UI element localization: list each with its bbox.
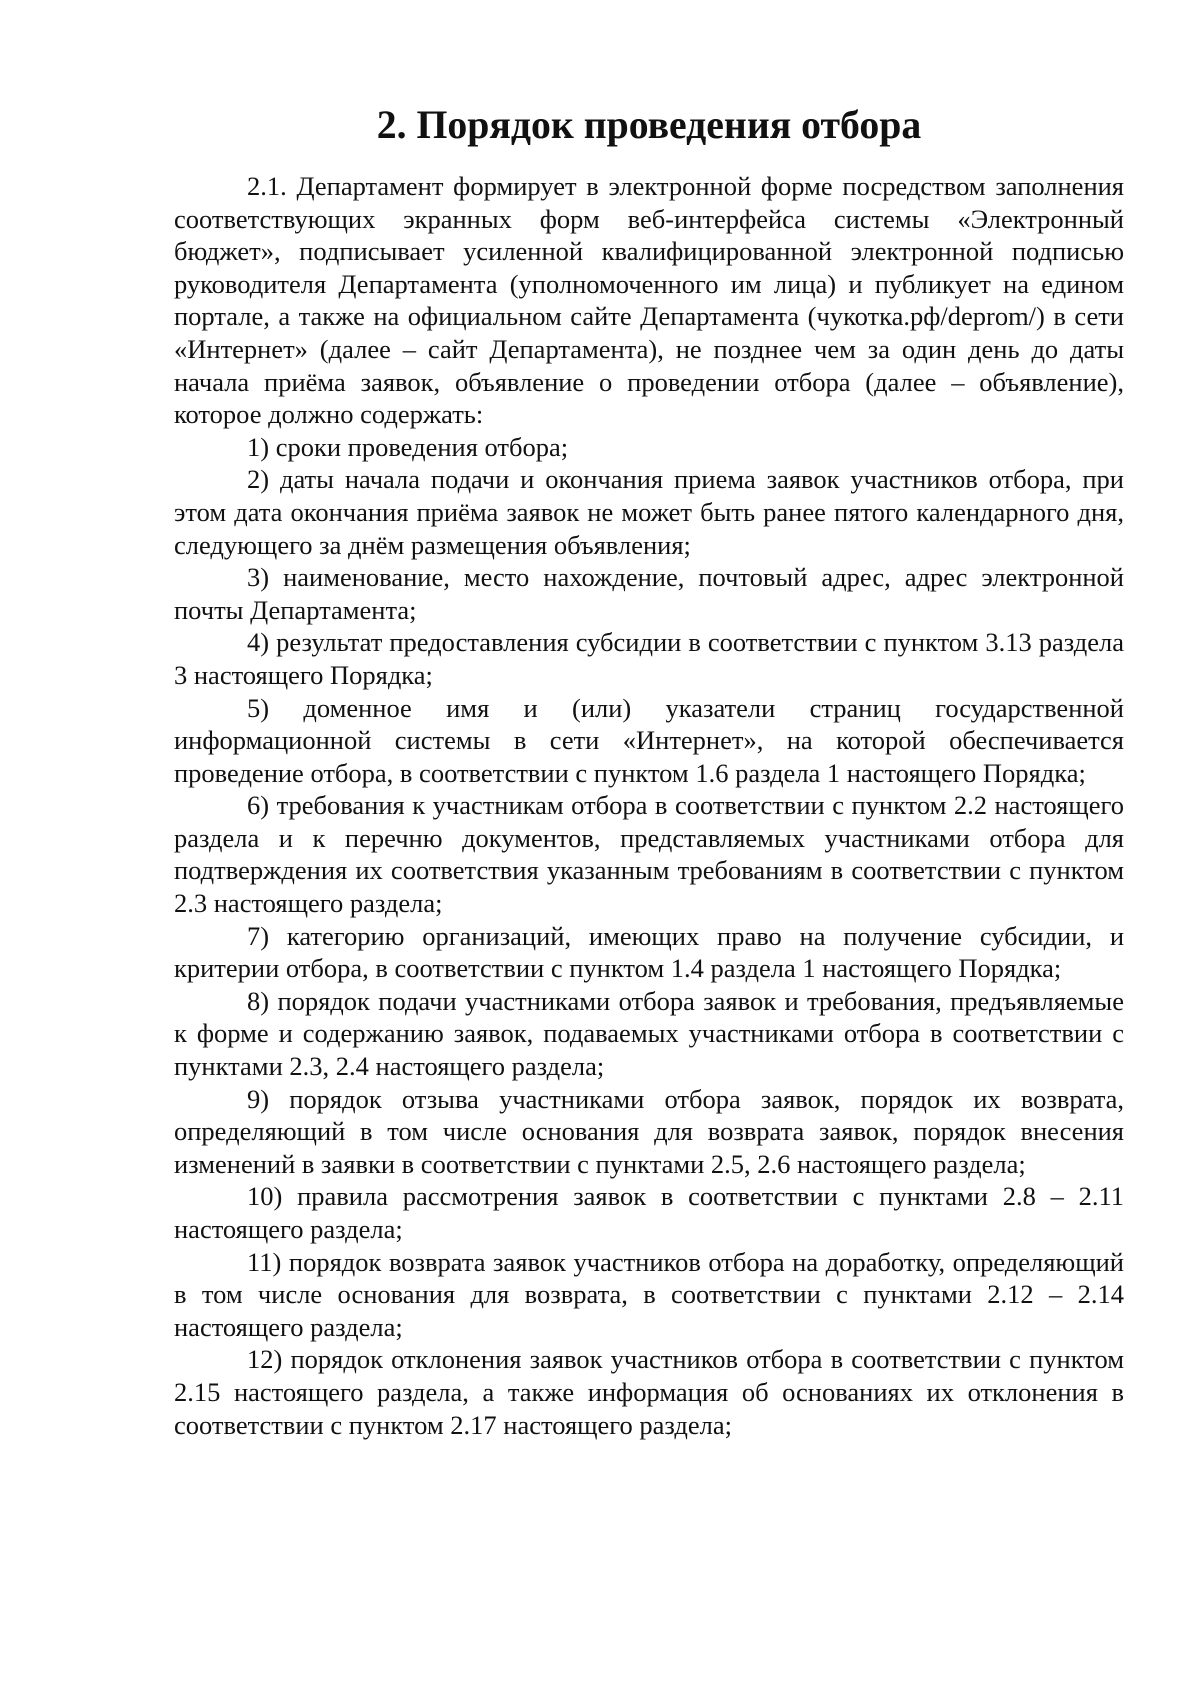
list-item-6: 6) требования к участникам отбора в соответствии с пунктом 2.2 настоящего раздела и к перечню документов, представляемых участниками отбора для подтверждения их соответствия указанным требованиям в соответствии с пунктом 2.3 настоящего раздела; bbox=[174, 790, 1124, 919]
paragraph-2-1: 2.1. Департамент формирует в электронной форме посредством заполнения соответствующих экранных форм веб-интерфейса системы «Электронный бюджет», подписывает усиленной квалифицированной электронной подписью руководителя Департамента (уполномоченного им лица) и публикует на едином портале, а также на официальном сайте Департамента (чукотка.рф/deprom/) в сети «Интернет» (далее – сайт Департамента), не позднее чем за один день до даты начала приёма заявок, объявление о проведении отбора (далее – объявление), которое должно содержать: bbox=[174, 171, 1124, 430]
document-page bbox=[174, 103, 1124, 1441]
list-item-8: 8) порядок подачи участниками отбора заявок и требования, предъявляемые к форме и содержанию заявок, подаваемых участниками отбора в соответствии с пунктами 2.3, 2.4 настоящего раздела; bbox=[174, 985, 1124, 1082]
list-item-12: 12) порядок отклонения заявок участников отбора в соответствии с пунктом 2.15 настоящего раздела, а также информация об основаниях их отклонения в соответствии с пунктом 2.17 настоящего раздела; bbox=[174, 1344, 1124, 1440]
list-item-4: 4) результат предоставления субсидии в соответствии с пунктом 3.13 раздела 3 настоящего Порядка; bbox=[174, 627, 1124, 690]
list-item-11: 11) порядок возврата заявок участников отбора на доработку, определяющий в том числе основания для возврата, в соответствии с пунктами 2.12 – 2.14 настоящего раздела; bbox=[174, 1246, 1124, 1342]
section-heading: 2. Порядок проведения отбора bbox=[376, 103, 922, 147]
list-item-9: 9) порядок отзыва участниками отбора заявок, порядок их возврата, определяющий в том числе основания для возврата заявок, порядок внесения изменений в заявки в соответствии с пунктами 2.5, 2.6 настоящего раздела; bbox=[174, 1083, 1124, 1179]
list-item-5: 5) доменное имя и (или) указатели страниц государственной информационной системы в сети «Интернет», на которой обеспечивается проведение отбора, в соответствии с пунктом 1.6 раздела 1 настоящего Порядка; bbox=[174, 692, 1124, 788]
list-item-1: 1) сроки проведения отбора; bbox=[247, 431, 569, 462]
list-item-3: 3) наименование, место нахождение, почтовый адрес, адрес электронной почты Департамента; bbox=[174, 562, 1124, 625]
list-item-7: 7) категорию организаций, имеющих право на получение субсидии, и критерии отбора, в соответствии с пунктом 1.4 раздела 1 настоящего Порядка; bbox=[174, 920, 1124, 984]
list-item-2: 2) даты начала подачи и окончания приема заявок участников отбора, при этом дата окончания приёма заявок не может быть ранее пятого календарного дня, следующего за днём размещения объявления; bbox=[174, 464, 1124, 560]
list-item-10: 10) правила рассмотрения заявок в соответствии с пунктами 2.8 – 2.11 настоящего раздела; bbox=[174, 1181, 1124, 1244]
